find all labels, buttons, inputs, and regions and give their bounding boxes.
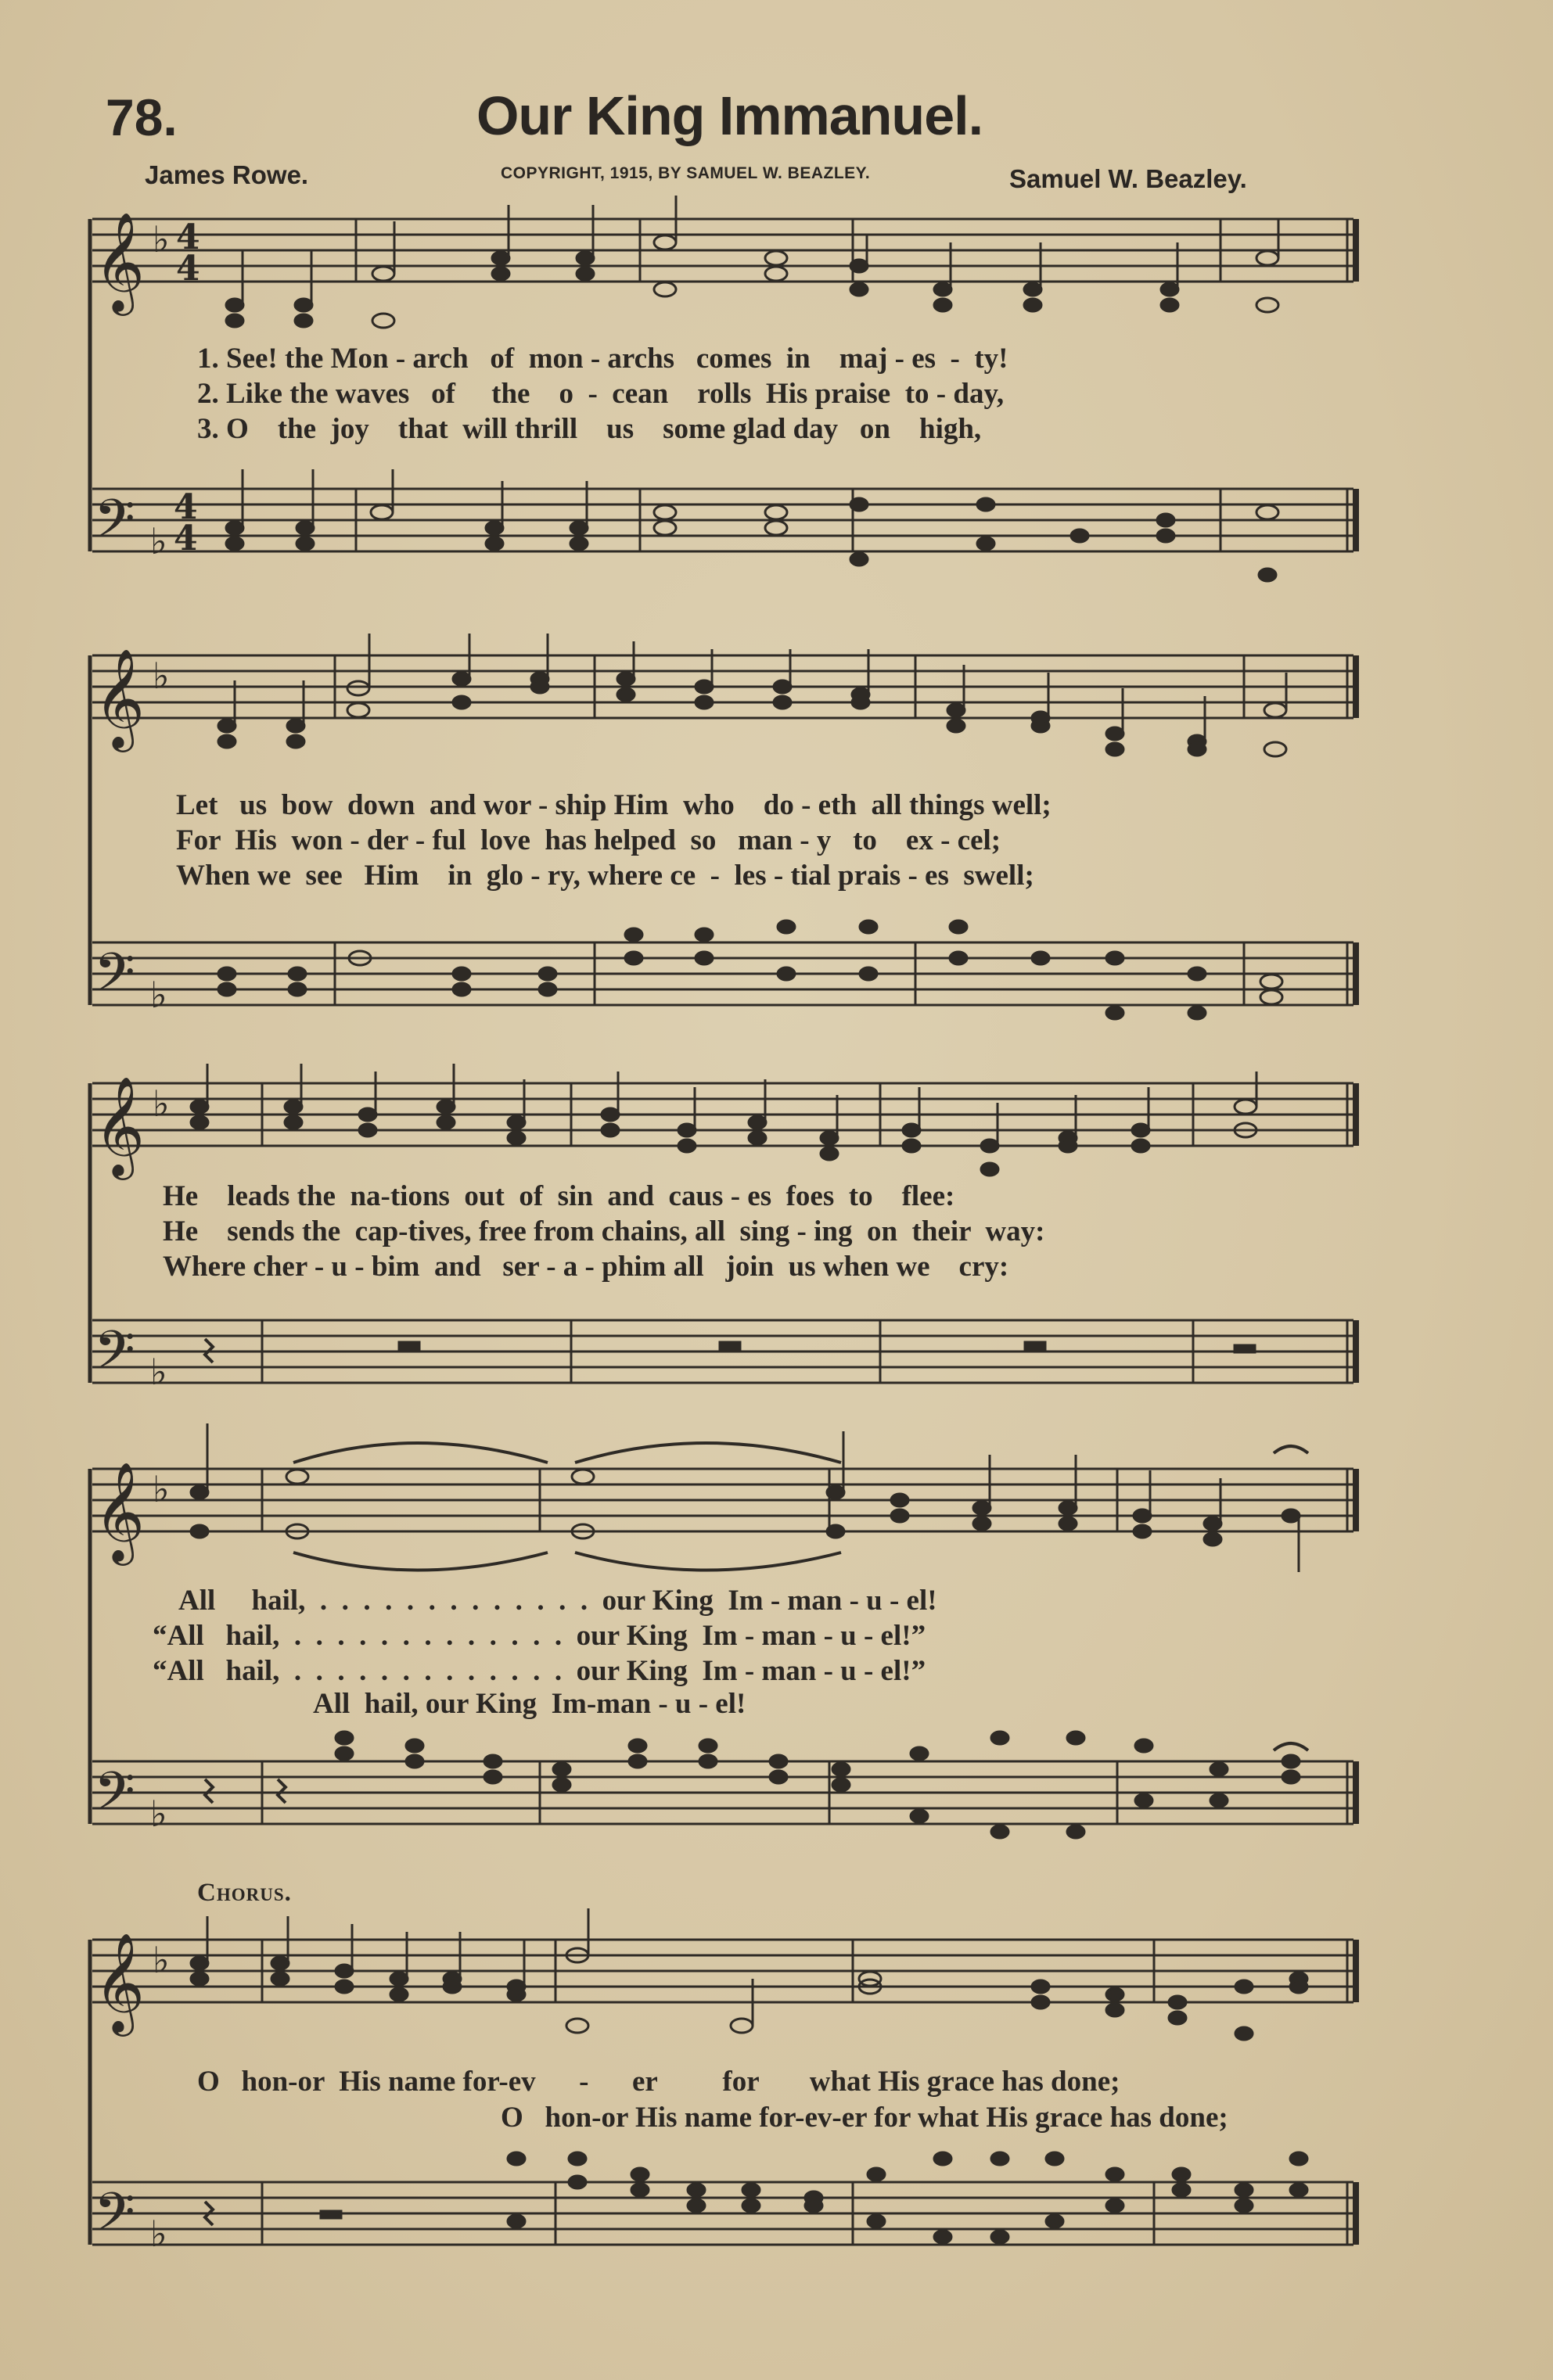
svg-text:♭: ♭: [153, 655, 170, 697]
svg-text:4: 4: [176, 217, 200, 257]
chorus-label: Chorus.: [197, 1879, 292, 1907]
lyric-line: 1. See! the Mon - arch of mon - archs comes in maj - es - ty!: [197, 343, 1008, 375]
system-1-notes: [226, 196, 1278, 328]
svg-text:♭: ♭: [150, 2213, 167, 2255]
svg-text:𝄞: 𝄞: [94, 211, 146, 311]
lyric-line: For His won - der - ful love has helped so man - y to ex - cel;: [176, 824, 1001, 856]
lyric-line: When we see Him in glo - ry, where ce - les - tial prais - es swell;: [176, 860, 1034, 892]
lyric-line: He sends the cap-tives, free from chains, all sing - ing on their way:: [163, 1215, 1045, 1247]
svg-text:♭: ♭: [150, 974, 167, 1016]
lyric-line: “All hail, . . . . . . . . . . . . . our King Im - man - u - el!”: [153, 1620, 926, 1652]
lyric-line: 3. O the joy that will thrill us some glad day on high,: [197, 413, 982, 445]
chorus-lyric-line: O hon-or His name for-ev - er for what His grace has done;: [197, 2066, 1120, 2098]
svg-text:♭: ♭: [150, 1793, 167, 1835]
lyric-line: He leads the na-tions out of sin and caus - es foes to flee:: [163, 1180, 955, 1212]
bass-lyric-line: All hail, our King Im-man - u - el!: [313, 1688, 746, 1720]
svg-text:4: 4: [174, 519, 198, 558]
svg-text:𝄞: 𝄞: [94, 1932, 146, 2032]
svg-text:𝄢: 𝄢: [94, 2182, 135, 2256]
svg-text:4: 4: [174, 487, 198, 527]
svg-text:♭: ♭: [153, 1082, 170, 1125]
svg-text:𝄞: 𝄞: [94, 648, 146, 748]
svg-text:𝄢: 𝄢: [94, 1761, 135, 1836]
svg-text:𝄢: 𝄢: [94, 489, 135, 563]
lyricist-credit: James Rowe.: [145, 160, 309, 189]
svg-text:♭: ♭: [153, 1939, 170, 1981]
svg-text:𝄢: 𝄢: [94, 1320, 135, 1395]
lyric-line: All hail, . . . . . . . . . . . . . our King Im - man - u - el!: [178, 1585, 937, 1617]
copyright-notice: COPYRIGHT, 1915, BY SAMUEL W. BEAZLEY.: [501, 164, 871, 182]
svg-text:𝄢: 𝄢: [94, 942, 135, 1017]
svg-text:𝄞: 𝄞: [94, 1075, 146, 1176]
svg-text:4: 4: [176, 249, 200, 289]
hymn-title: Our King Immanuel.: [476, 85, 983, 146]
svg-text:♭: ♭: [150, 520, 167, 562]
lyric-line: Let us bow down and wor - ship Him who do - eth all things well;: [176, 789, 1052, 821]
lyric-line: 2. Like the waves of the o - cean rolls His praise to - day,: [197, 378, 1005, 410]
lyric-line: “All hail, . . . . . . . . . . . . . our King Im - man - u - el!”: [153, 1655, 926, 1687]
svg-text:♭: ♭: [153, 1468, 170, 1510]
composer-credit: Samuel W. Beazley.: [1009, 164, 1247, 193]
svg-text:𝄞: 𝄞: [94, 1461, 146, 1561]
chorus-bass-lyric-line: O hon-or His name for-ev-er for what His grace has done;: [501, 2102, 1228, 2134]
svg-text:♭: ♭: [150, 1351, 167, 1393]
lyric-line: Where cher - u - bim and ser - a - phim all join us when we cry:: [163, 1251, 1009, 1283]
svg-text:♭: ♭: [153, 218, 170, 260]
hymn-number: 78.: [106, 88, 178, 146]
